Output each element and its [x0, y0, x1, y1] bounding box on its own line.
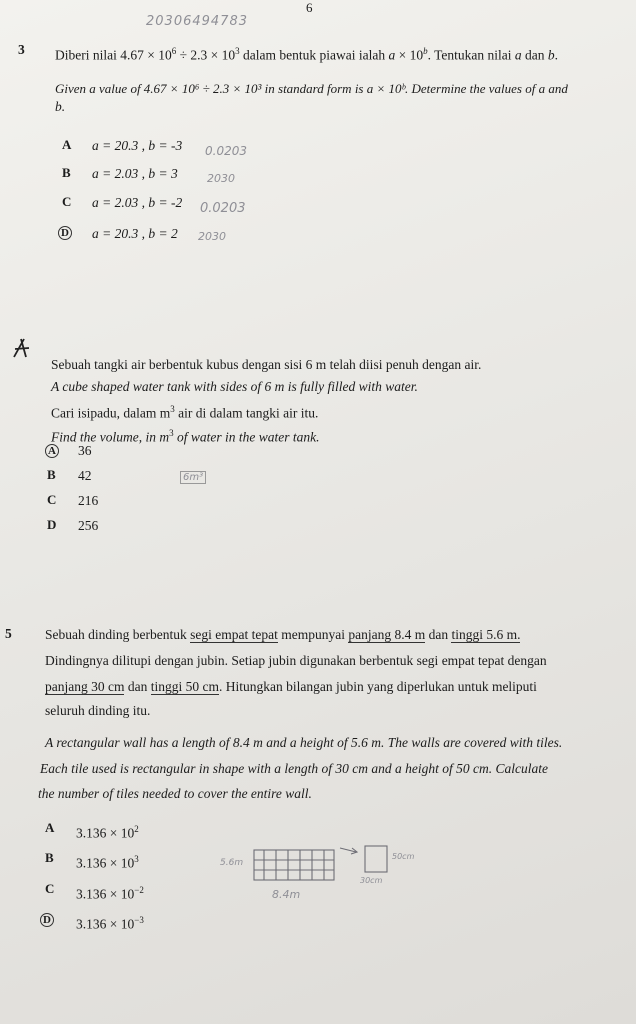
wall-tile-sketch: [220, 840, 440, 910]
question-5-malay-3: panjang 30 cm dan tinggi 50 cm. Hitungkan bilangan jubin yang diperlukan untuk meliputi: [45, 679, 537, 694]
question-3-english: Given a value of 4.67 × 10⁶ ÷ 2.3 × 10³ in standard form is a × 10ᵇ. Determine the values of a and: [55, 81, 568, 96]
q4-option-c-text: 216: [78, 493, 99, 508]
question-4-number: [12, 337, 32, 363]
question-4-malay-1: Sebuah tangki air berbentuk kubus dengan sisi 6 m telah diisi penuh dengan air.: [51, 357, 482, 372]
q5-option-a-letter[interactable]: A: [45, 820, 55, 835]
q3-option-a-letter[interactable]: A: [62, 137, 72, 152]
q5-option-d-text: $3.136 \times 10^{-3}$: [76, 915, 144, 932]
question-4-english-2: Find the volume, in $m^3$ of water in the water tank.: [51, 428, 320, 445]
question-4-handwritten-mark: [12, 337, 32, 359]
question-4-english-1: A cube shaped water tank with sides of 6 m is fully filled with water.: [51, 379, 418, 394]
handwritten-number: 20306494783: [146, 14, 248, 29]
question-3-malay: Diberi nilai $4.67 \times 10^6 \div 2.3 \times 10^3$ dalam bentuk piawai ialah $a \times 10^b$. Tentukan nilai a dan b.: [55, 46, 559, 63]
q4-option-a-circle-letter[interactable]: A: [45, 444, 59, 458]
q4-option-b-letter[interactable]: B: [47, 467, 56, 482]
question-5-number: 5: [5, 626, 12, 641]
q4-option-b-text: 42: [78, 468, 92, 483]
question-5-malay-4: seluruh dinding itu.: [45, 703, 151, 718]
q3-option-d-circle-letter[interactable]: D: [58, 226, 72, 240]
sketch-length-label: 8.4m: [272, 888, 301, 901]
q4-option-c-letter[interactable]: C: [47, 492, 57, 507]
question-5-malay-2: Dindingnya dilitupi dengan jubin. Setiap jubin digunakan berbentuk segi empat tepat dengan: [45, 653, 547, 668]
q3-option-b-letter[interactable]: B: [62, 165, 71, 180]
q3-option-c-letter[interactable]: C: [62, 194, 72, 209]
q5-option-c-letter[interactable]: C: [45, 881, 55, 896]
q4-option-d-text: 256: [78, 518, 99, 533]
q5-option-c-text: $3.136 \times 10^{-2}$: [76, 885, 144, 902]
q3-option-b-note: 2030: [207, 172, 235, 185]
question-5-handwritten-sketch: [220, 840, 440, 910]
q4-option-a-text: 36: [78, 443, 92, 458]
question-3-english-cont: b.: [55, 99, 66, 114]
q5-option-a-text: $3.136 \times 10^2$: [76, 824, 139, 841]
sketch-tile-width-label: 30cm: [360, 876, 383, 885]
sketch-height-label: 5.6m: [220, 858, 244, 868]
q3-option-d-text: a = 20.3 , b = 2: [92, 226, 178, 241]
q5-option-b-letter[interactable]: B: [45, 850, 54, 865]
question-3-number: 3: [18, 42, 25, 57]
q3-option-c-note: 0.0203: [200, 201, 246, 216]
q3-option-b-text: a = 2.03 , b = 3: [92, 166, 178, 181]
q3-option-c-text: a = 2.03 , b = -2: [92, 195, 183, 210]
question-5-english-2: Each tile used is rectangular in shape with a length of 30 cm and a height of 50 cm. Calculate: [40, 761, 548, 776]
question-4-malay-2: Cari isipadu, dalam $m^3$ air di dalam tangki air itu.: [51, 404, 319, 421]
page-number: 6: [306, 0, 313, 15]
q3-option-d-note: 2030: [198, 230, 226, 243]
question-5-english-1: A rectangular wall has a length of 8.4 m and a height of 5.6 m. The walls are covered with tiles.: [45, 735, 563, 750]
q3-option-a-text: a = 20.3 , b = -3: [92, 138, 183, 153]
question-5-malay-1: Sebuah dinding berbentuk segi empat tepat mempunyai panjang 8.4 m dan tinggi 5.6 m.: [45, 627, 521, 642]
sketch-tile-height-label: 50cm: [392, 852, 415, 861]
q3-option-a-note: 0.0203: [205, 144, 247, 158]
q5-option-d-circle-letter[interactable]: D: [40, 913, 54, 927]
q4-option-d-letter[interactable]: D: [47, 517, 57, 532]
q5-option-b-text: $3.136 \times 10^3$: [76, 854, 139, 871]
q4-hand-note: 6m³: [180, 471, 206, 484]
question-5-english-3: the number of tiles needed to cover the entire wall.: [38, 786, 312, 801]
